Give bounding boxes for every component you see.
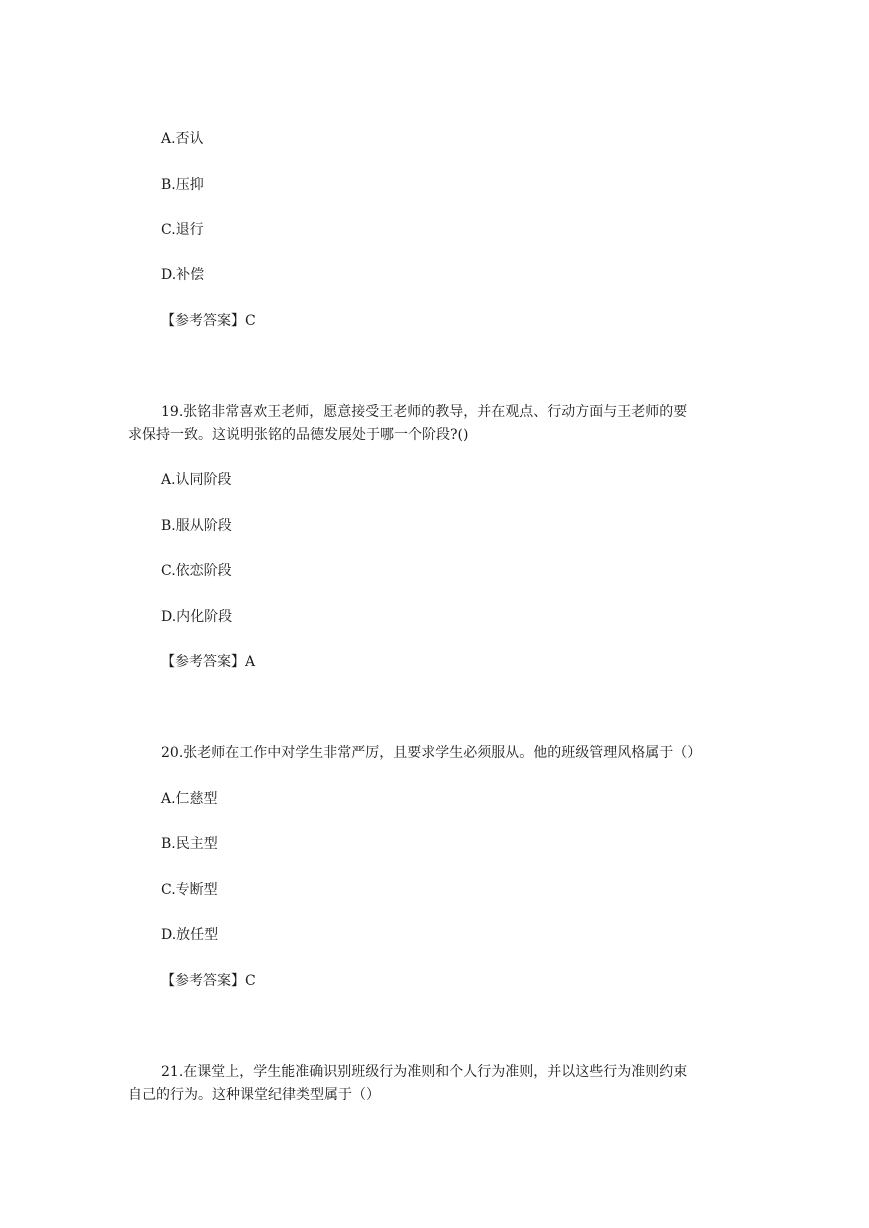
question-19-line-2: 求保持一致。这说明张铭的品德发展处于哪一个阶段?() bbox=[128, 427, 469, 443]
reference-answer: 【参考答案】A bbox=[161, 654, 256, 670]
option-a: A.认同阶段 bbox=[161, 472, 232, 488]
question-19-line-1: 19.张铭非常喜欢王老师，愿意接受王老师的教导，并在观点、行动方面与王老师的要 bbox=[161, 404, 688, 420]
option-d: D.内化阶段 bbox=[161, 609, 233, 625]
option-d: D.补偿 bbox=[161, 267, 205, 283]
question-20-line-1: 20.张老师在工作中对学生非常严厉，且要求学生必须服从。他的班级管理风格属于（） bbox=[161, 745, 702, 761]
option-d: D.放任型 bbox=[161, 927, 219, 943]
reference-answer: 【参考答案】C bbox=[161, 973, 256, 989]
option-c: C.退行 bbox=[161, 222, 204, 238]
option-a: A.仁慈型 bbox=[161, 791, 218, 807]
option-b: B.民主型 bbox=[161, 836, 218, 852]
option-b: B.服从阶段 bbox=[161, 518, 232, 534]
option-c: C.专断型 bbox=[161, 882, 218, 898]
option-a: A.否认 bbox=[161, 131, 204, 147]
option-c: C.依恋阶段 bbox=[161, 563, 232, 579]
question-21-line-2: 自己的行为。这种课堂纪律类型属于（） bbox=[128, 1087, 380, 1103]
reference-answer: 【参考答案】C bbox=[161, 313, 256, 329]
question-21-line-1: 21.在课堂上，学生能准确识别班级行为准则和个人行为准则，并以这些行为准则约束 bbox=[161, 1064, 688, 1080]
option-b: B.压抑 bbox=[161, 177, 204, 193]
